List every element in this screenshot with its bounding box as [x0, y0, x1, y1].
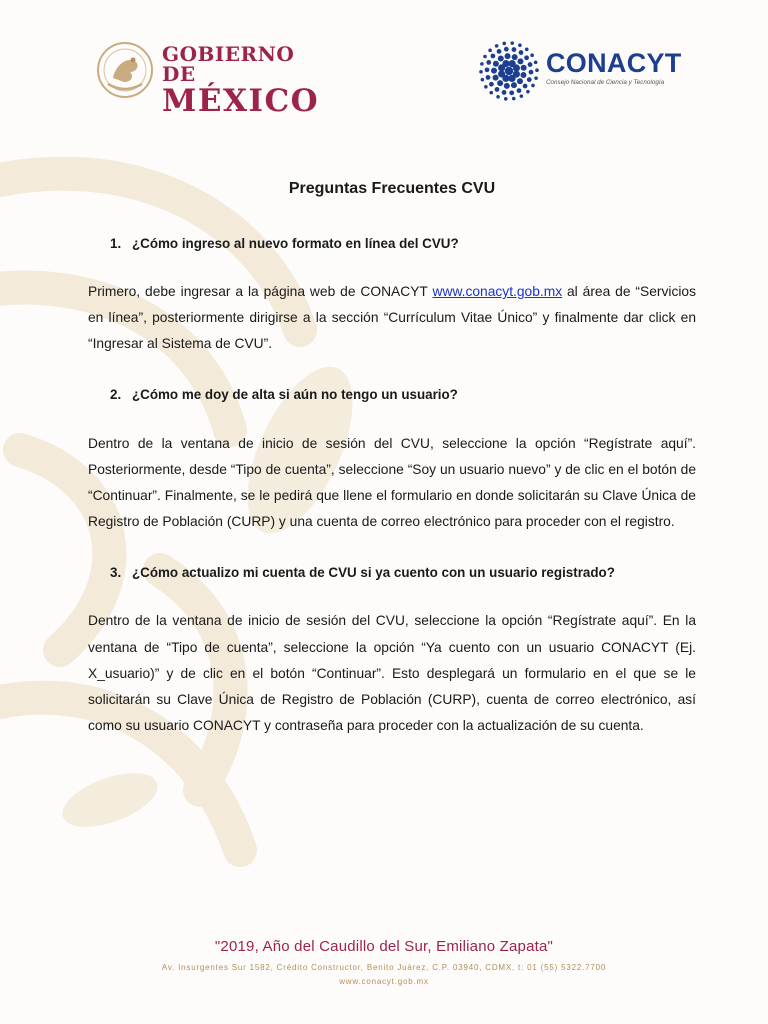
footer-address: Av. Insurgentes Sur 1582, Crédito Constructor, Benito Juárez, C.P. 03940, CDMX, t: 01 (55) 5322.7700: [161, 963, 607, 972]
footer-website: www.conacyt.gob.mx: [339, 977, 429, 986]
faq-question-1: [110, 236, 696, 251]
faq-question-3: [110, 565, 696, 580]
document-body: [88, 180, 696, 739]
gobierno-de-mexico-wordmark: [162, 44, 319, 117]
conacyt-dots-icon: [478, 40, 540, 102]
conacyt-subtitle: Consejo Nacional de Ciencia y Tecnología: [546, 79, 665, 86]
faq-number: 2.: [110, 386, 122, 402]
faq-number: 3.: [110, 565, 122, 581]
faq-number: 1.: [110, 236, 122, 251]
faq-answer-text: al área de “Servicios en línea”, posteriormente dirigirse a la sección “Currículum Vitae Único” y finalmente dar click en “Ingresar al Sistema de CVU”.: [88, 284, 696, 352]
faq-answer-1: [88, 279, 696, 358]
faq-question-text: ¿Cómo me doy de alta si aún no tengo un usuario?: [132, 386, 458, 402]
gob-line1: GOBIERNO DE: [162, 42, 295, 86]
faq-question-2: [110, 387, 696, 402]
faq-answer-text: Primero, debe ingresar a la página web de CONACYT: [88, 284, 433, 299]
document-title: Preguntas Frecuentes CVU: [288, 180, 496, 197]
gob-line2: MÉXICO: [162, 83, 320, 119]
letterhead: [0, 0, 768, 130]
gobierno-de-mexico-logo: [96, 38, 320, 119]
letterhead-footer: [0, 938, 768, 986]
faq-answer-2: Dentro de la ventana de inicio de sesión del CVU, seleccione la opción “Regístrate aquí”. Posteriormente, desde “Tipo de cuenta”, seleccione “Soy un usuario nuevo” y de clic en el botón de “Continuar”. Finalmente, se le pedirá que llene el formulario en donde solicitarán su Clave Única de Registro de Población (CURP) y una cuenta de correo electrónico para proceder con el registro.: [88, 435, 696, 530]
conacyt-website-link[interactable]: www.conacyt.gob.mx: [432, 284, 563, 299]
faq-answer-3: Dentro de la ventana de inicio de sesión del CVU, seleccione la opción “Regístrate aquí”. En la ventana de “Tipo de cuenta”, seleccione la opción “Ya cuento con un usuario CONACYT (Ej. X_usuario)” y de clic en el botón “Continuar”. Esto desplegará un formulario en el que se le solicitarán su Clave Única de Registro de Población (CURP), cuenta de correo electrónico, así como su usuario CONACYT y contraseña para proceder con la actualización de su cuenta.: [88, 613, 696, 734]
footer-motto: "2019, Año del Caudillo del Sur, Emiliano Zapata": [214, 938, 554, 955]
conacyt-logo: [478, 38, 698, 104]
conacyt-wordmark: CONACYT: [546, 48, 682, 78]
mexico-seal-icon: [96, 40, 154, 100]
faq-question-text: ¿Cómo actualizo mi cuenta de CVU si ya cuento con un usuario registrado?: [132, 565, 615, 581]
faq-question-text: ¿Cómo ingreso al nuevo formato en línea del CVU?: [132, 236, 459, 251]
